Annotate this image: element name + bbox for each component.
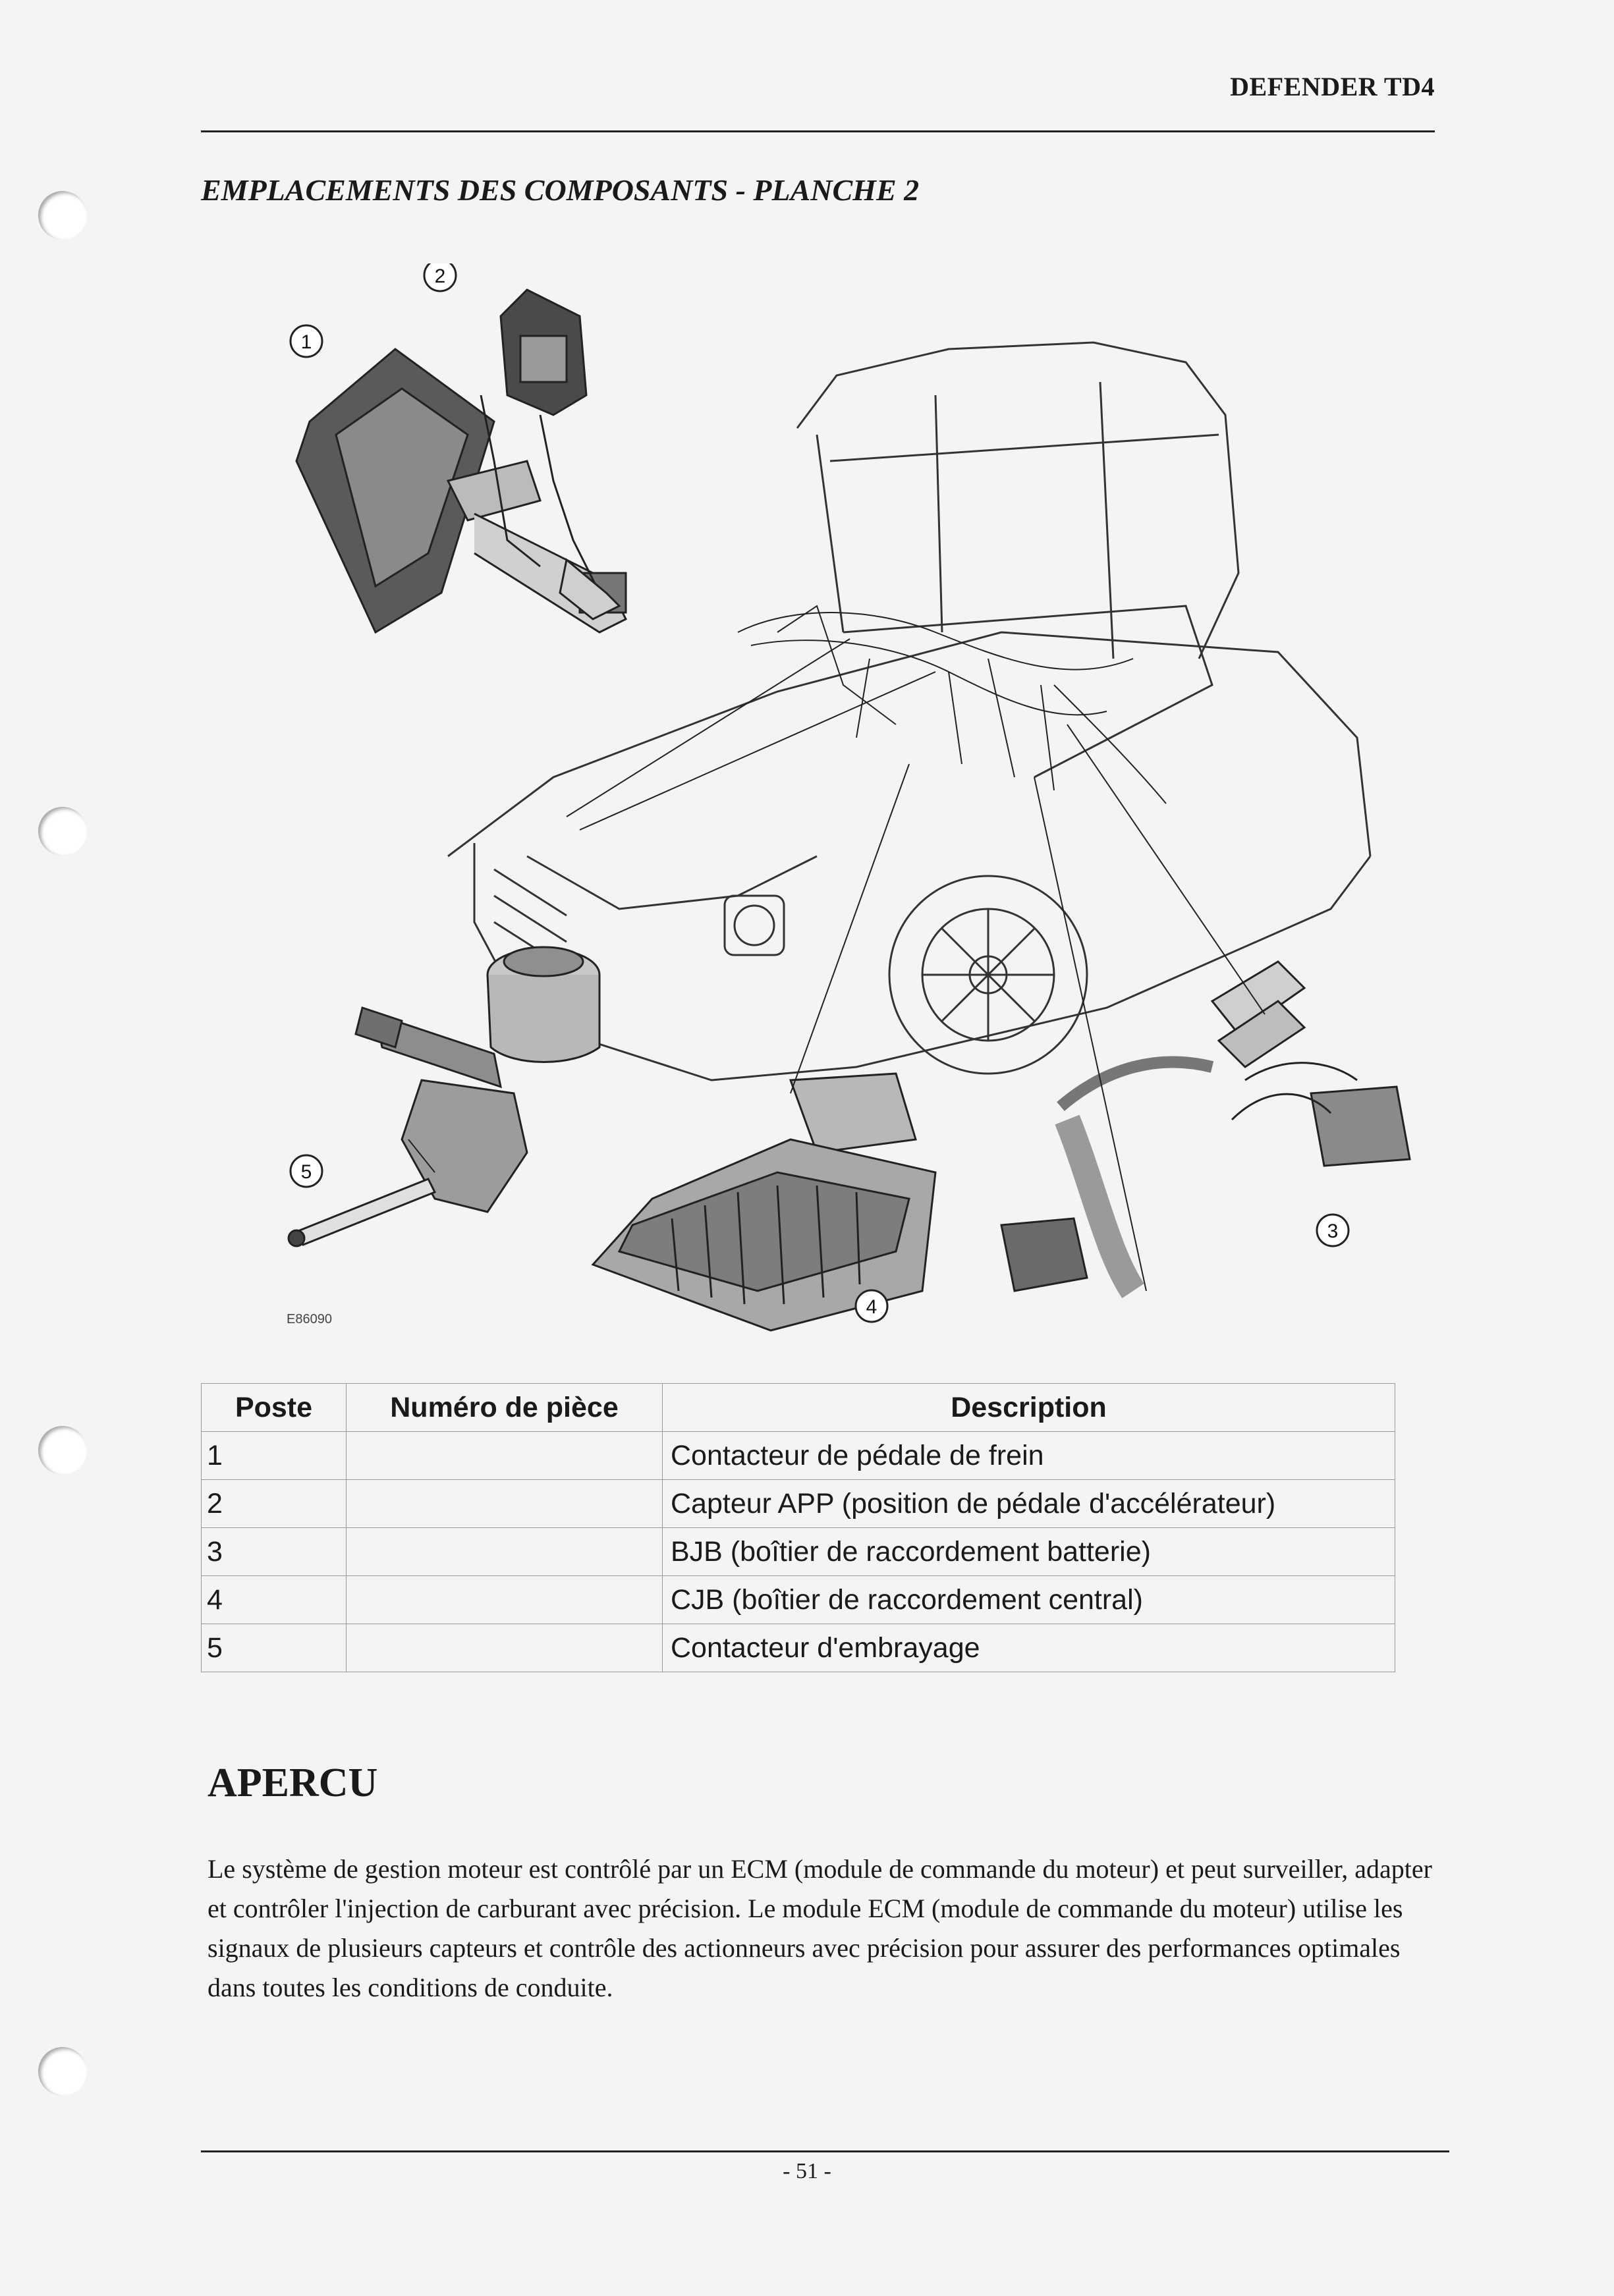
svg-text:1: 1 xyxy=(300,331,312,353)
cell-numero xyxy=(347,1432,663,1480)
table-row xyxy=(202,1480,1395,1528)
cell-description: BJB (boîtier de raccordement batterie) xyxy=(663,1528,1395,1576)
footer-rule xyxy=(201,2150,1449,2152)
cell-poste: 5 xyxy=(202,1624,347,1672)
callout-3 xyxy=(1317,1215,1349,1246)
svg-text:3: 3 xyxy=(1327,1220,1339,1242)
parts-table xyxy=(201,1383,1395,1672)
apercu-heading: APERCU xyxy=(208,1761,378,1805)
cell-numero xyxy=(347,1576,663,1624)
callout-2 xyxy=(424,263,456,291)
callout-4 xyxy=(856,1290,887,1322)
callout-1 xyxy=(291,325,322,357)
wiring-harness xyxy=(738,606,1166,804)
cell-poste: 2 xyxy=(202,1480,347,1528)
cell-numero xyxy=(347,1480,663,1528)
punch-hole-1 xyxy=(38,191,87,240)
table-row xyxy=(202,1432,1395,1480)
svg-text:2: 2 xyxy=(434,265,446,287)
clutch-switch xyxy=(289,947,599,1246)
svg-text:4: 4 xyxy=(866,1296,877,1318)
figure-id: E86090 xyxy=(287,1312,332,1326)
header-rule xyxy=(201,130,1435,132)
cell-numero xyxy=(347,1528,663,1576)
punch-hole-4 xyxy=(38,2047,87,2096)
header-poste: Poste xyxy=(202,1384,347,1432)
central-junction-box xyxy=(593,1074,935,1330)
cell-description: Contacteur d'embrayage xyxy=(663,1624,1395,1672)
component-location-diagram xyxy=(277,263,1449,1344)
cell-poste: 3 xyxy=(202,1528,347,1576)
section-title: EMPLACEMENTS DES COMPOSANTS - PLANCHE 2 xyxy=(201,173,920,207)
cell-poste: 4 xyxy=(202,1576,347,1624)
table-row xyxy=(202,1576,1395,1624)
punch-hole-3 xyxy=(38,1426,87,1475)
cell-description: Capteur APP (position de pédale d'accélérateur) xyxy=(663,1480,1395,1528)
header-numero: Numéro de pièce xyxy=(347,1384,663,1432)
header-description: Description xyxy=(663,1384,1395,1432)
header-title: DEFENDER TD4 xyxy=(1230,72,1435,101)
page-number: - 51 - xyxy=(783,2159,831,2183)
battery-junction-box xyxy=(1001,962,1410,1291)
cell-description: CJB (boîtier de raccordement central) xyxy=(663,1576,1395,1624)
punch-hole-2 xyxy=(38,807,87,856)
apercu-paragraph: Le système de gestion moteur est contrôlé par un ECM (module de commande du moteur) et peut surveiller, adapter et contrôler l'injection de carburant avec précision. Le module ECM (module de commande du moteur) utilise les signaux de plusieurs capteurs et contrôle des actionneurs avec précision pour assurer des performances optimales dans toutes les conditions de conduite. xyxy=(208,1854,1432,2002)
table-header-row xyxy=(202,1384,1395,1432)
cell-poste: 1 xyxy=(202,1432,347,1480)
cell-description: Contacteur de pédale de frein xyxy=(663,1432,1395,1480)
table-row xyxy=(202,1624,1395,1672)
svg-text:5: 5 xyxy=(300,1161,312,1183)
table-row xyxy=(202,1528,1395,1576)
callout-5 xyxy=(291,1155,322,1187)
cell-numero xyxy=(347,1624,663,1672)
